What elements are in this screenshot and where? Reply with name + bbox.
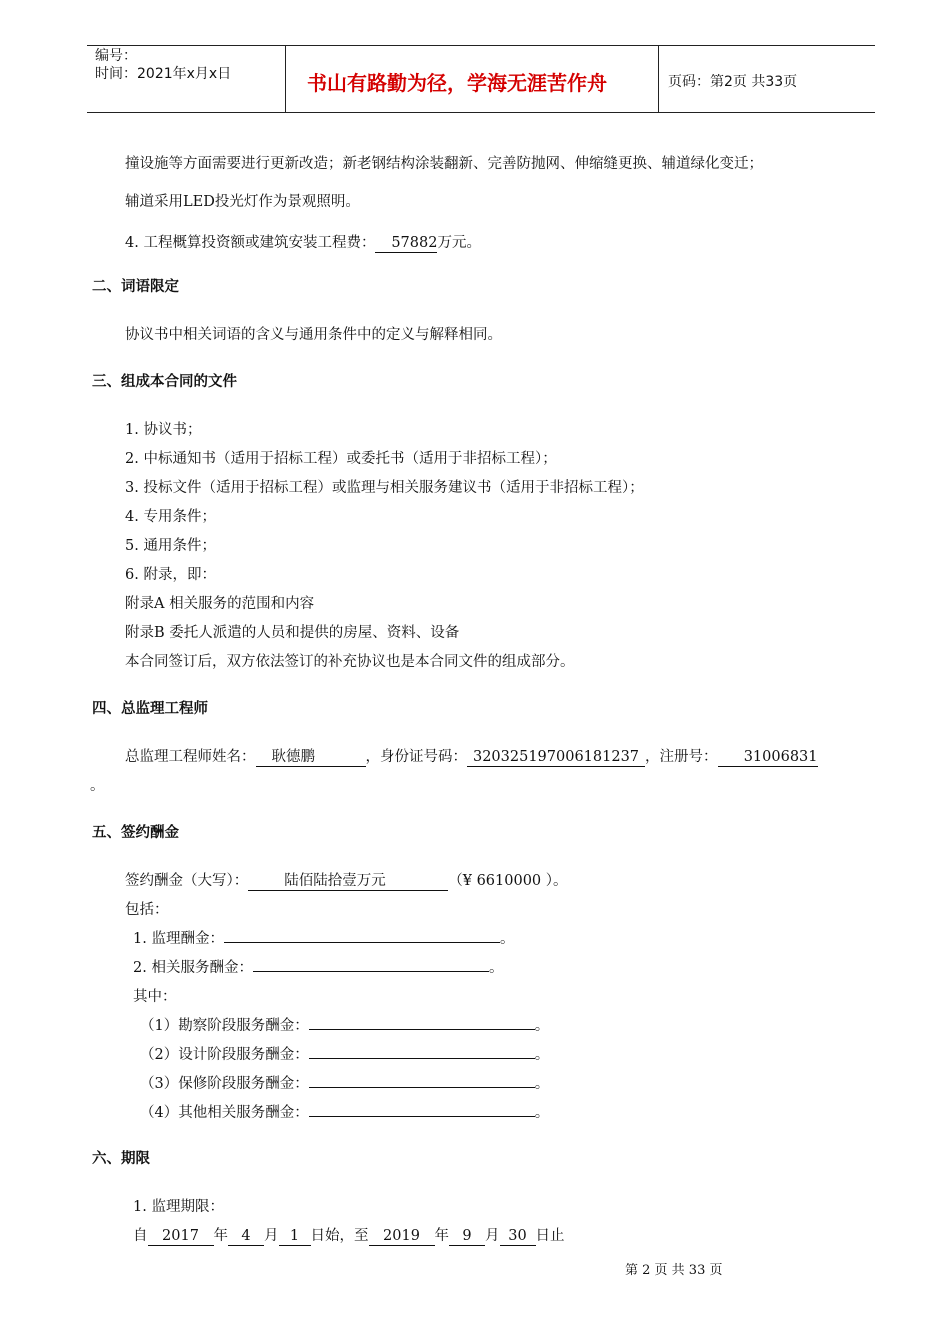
intro-item-4 (125, 231, 481, 253)
chief-engineer-line (125, 745, 818, 767)
year-label: 年 (434, 1228, 449, 1244)
section-6-title: 六、期限 (92, 1151, 150, 1167)
period-mark: 。 (499, 931, 515, 947)
document-time-label: 时间：2021年x月x日 (95, 66, 232, 82)
construction-cost-value: 57882 (375, 235, 437, 253)
header-bottom-rule (87, 112, 875, 113)
intro-line-2: 辅道采用LED投光灯作为景观照明。 (125, 194, 360, 210)
chief-engineer-name-value: 耿德鹏 (271, 749, 315, 765)
chief-engineer-name (256, 749, 366, 767)
page-header (87, 45, 875, 113)
amount-numeric: （¥ 6610000 ）。 (448, 873, 568, 889)
supervision-fee-label: 1. 监理酬金： (133, 931, 224, 947)
survey-fee-label: （1）勘察阶段服务酬金： (140, 1018, 309, 1034)
start-label: 日始，至 (310, 1228, 369, 1244)
start-day: 1 (279, 1228, 311, 1246)
other-fee-blank (309, 1102, 535, 1117)
supervision-fee-line (133, 927, 514, 948)
other-fee-line (140, 1101, 549, 1122)
period-mark: 。 (534, 1047, 550, 1063)
registration-number-value: 31006831 (718, 749, 818, 767)
related-service-fee-line (133, 956, 503, 977)
section-5-title: 五、签约酬金 (92, 825, 179, 841)
from-label: 自 (133, 1228, 148, 1244)
section-4-title: 四、总监理工程师 (92, 701, 208, 717)
item4-label: 4. 工程概算投资额或建筑安装工程费： (125, 235, 376, 251)
id-number-value: 320325197006181237 (467, 749, 645, 767)
month-label: 月 (485, 1228, 500, 1244)
supervision-period-label: 1. 监理期限： (133, 1199, 224, 1215)
design-fee-line (140, 1043, 549, 1064)
end-label: 日止 (535, 1228, 565, 1244)
list-item: 4. 专用条件； (125, 509, 216, 525)
section-2-title: 二、词语限定 (92, 279, 179, 295)
section-3-closing: 本合同签订后，双方依法签订的补充协议也是本合同文件的组成部分。 (125, 654, 575, 670)
list-item: 5. 通用条件； (125, 538, 216, 554)
appendix-b: 附录B 委托人派遣的人员和提供的房屋、资料、设备 (125, 625, 460, 641)
supervision-period-line (133, 1224, 565, 1246)
list-item: 6. 附录，即： (125, 567, 216, 583)
design-fee-label: （2）设计阶段服务酬金： (140, 1047, 309, 1063)
warranty-fee-label: （3）保修阶段服务酬金： (140, 1076, 309, 1092)
start-year: 2017 (148, 1228, 214, 1246)
amount-in-words-value: 陆佰陆拾壹万元 (284, 873, 386, 889)
end-day: 30 (500, 1228, 536, 1246)
design-fee-blank (309, 1044, 535, 1059)
start-month: 4 (228, 1228, 264, 1246)
year-label: 年 (213, 1228, 228, 1244)
header-divider-right (658, 45, 659, 113)
list-item: 3. 投标文件（适用于招标工程）或监理与相关服务建议书（适用于非招标工程）； (125, 480, 644, 496)
contract-amount-line (125, 869, 568, 891)
end-year: 2019 (369, 1228, 435, 1246)
header-top-rule (87, 45, 875, 46)
document-number-label: 编号： (95, 48, 137, 64)
amount-in-words (248, 873, 448, 891)
chief-engineer-end-mark: 。 (90, 778, 105, 794)
survey-fee-blank (309, 1015, 535, 1030)
header-motto: 书山有路勤为径，学海无涯苦作舟 (307, 71, 607, 95)
header-page-info: 页码：第2页 共33页 (668, 74, 798, 90)
id-label: ，身份证号码： (365, 749, 467, 765)
list-item: 1. 协议书； (125, 422, 202, 438)
appendix-a: 附录A 相关服务的范围和内容 (125, 596, 315, 612)
warranty-fee-blank (309, 1073, 535, 1088)
period-mark: 。 (534, 1018, 550, 1034)
name-label: 总监理工程师姓名： (125, 749, 256, 765)
intro-line-1: 撞设施等方面需要进行更新改造；新老钢结构涂装翻新、完善防抛网、伸缩缝更换、辅道绿化变迁； (125, 156, 763, 172)
amount-label: 签约酬金（大写）： (125, 873, 249, 889)
end-month: 9 (449, 1228, 485, 1246)
month-label: 月 (264, 1228, 279, 1244)
header-divider-left (285, 45, 286, 113)
survey-fee-line (140, 1014, 549, 1035)
section-2-text: 协议书中相关词语的含义与通用条件中的定义与解释相同。 (125, 327, 502, 343)
other-fee-label: （4）其他相关服务酬金： (140, 1105, 309, 1121)
period-mark: 。 (534, 1076, 550, 1092)
related-service-fee-label: 2. 相关服务酬金： (133, 960, 253, 976)
page-footer: 第 2 页 共 33 页 (625, 1263, 723, 1278)
period-mark: 。 (488, 960, 504, 976)
section-3-title: 三、组成本合同的文件 (92, 374, 237, 390)
supervision-fee-blank (224, 928, 500, 943)
related-service-fee-blank (253, 957, 489, 972)
warranty-fee-line (140, 1072, 549, 1093)
including-label: 包括： (125, 902, 169, 918)
reg-label: ，注册号： (645, 749, 718, 765)
among-label: 其中： (133, 989, 177, 1005)
period-mark: 。 (534, 1105, 550, 1121)
list-item: 2. 中标通知书（适用于招标工程）或委托书（适用于非招标工程）； (125, 451, 557, 467)
item4-suffix: 万元。 (437, 235, 481, 251)
